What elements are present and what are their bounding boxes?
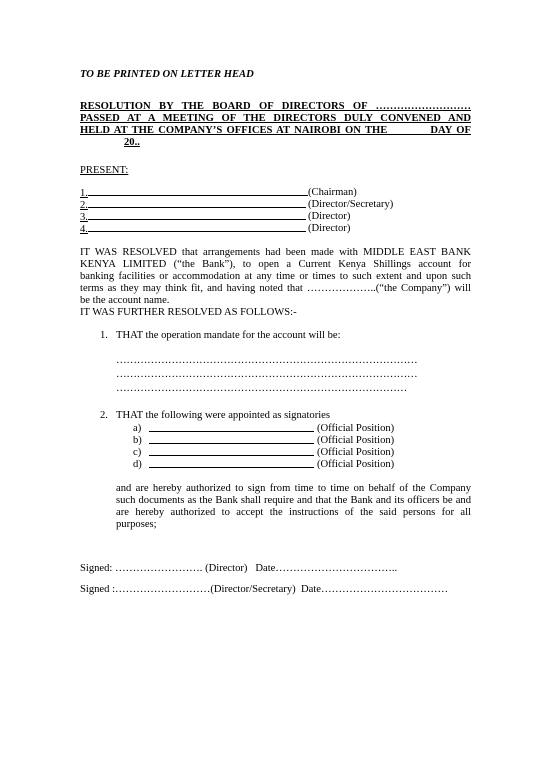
present-role: (Director/Secretary) bbox=[308, 199, 394, 210]
authorized-line-4: purposes; bbox=[116, 519, 157, 530]
mandate-dot-line: …………………………………………………………………………… bbox=[116, 369, 418, 380]
signature-line bbox=[149, 459, 314, 468]
present-num: 3. bbox=[80, 212, 88, 223]
mandate-dot-line: ………………………………………………………………………… bbox=[116, 383, 408, 394]
heading-line-2: PASSED AT A MEETING OF THE DIRECTORS DULY CONVENED AND bbox=[80, 113, 471, 124]
signatory-letter: b) bbox=[133, 435, 142, 446]
signature-line bbox=[88, 211, 306, 220]
resolved-line-3: banking facilities or accommodation at any time or times to such extent and upon such bbox=[80, 271, 471, 282]
present-label: PRESENT: bbox=[80, 165, 129, 176]
resolved-line-5: be the account name. bbox=[80, 295, 170, 306]
official-position: (Official Position) bbox=[317, 423, 395, 434]
further-resolved: IT WAS FURTHER RESOLVED AS FOLLOWS:- bbox=[80, 307, 297, 318]
signature-line bbox=[88, 199, 306, 208]
official-position: (Official Position) bbox=[317, 435, 395, 446]
signatory-letter: a) bbox=[133, 423, 142, 434]
authorized-line-3: are hereby authorized to accept the instructions of the said persons for all bbox=[116, 507, 471, 518]
signature-line bbox=[88, 223, 306, 232]
signature-line bbox=[149, 423, 314, 432]
item-number: 2. bbox=[100, 410, 108, 421]
heading-line-3: HELD AT THE COMPANY’S OFFICES AT NAIROBI ON THE DAY OF bbox=[80, 125, 471, 136]
signatory-row-c bbox=[133, 447, 395, 459]
signatory-row-d bbox=[133, 459, 395, 471]
present-role: (Director) bbox=[308, 211, 351, 222]
resolved-line-4: terms as they may think fit, and having noted that ………………..(“the Company”) will bbox=[80, 283, 471, 294]
mandate-dot-line: …………………………………………………………………………… bbox=[116, 355, 418, 366]
signature-line bbox=[149, 435, 314, 444]
heading-year: 20.. bbox=[124, 137, 140, 148]
authorized-line-1: and are hereby authorized to sign from time to time on behalf of the Company bbox=[116, 483, 471, 494]
signatory-row-a bbox=[133, 423, 395, 435]
present-num: 1. bbox=[80, 188, 88, 199]
mandate-text: THAT the operation mandate for the account will be: bbox=[116, 330, 341, 341]
present-row-4 bbox=[80, 223, 351, 236]
official-position: (Official Position) bbox=[317, 447, 395, 458]
present-role: (Director) bbox=[308, 223, 351, 234]
signatory-letter: c) bbox=[133, 447, 142, 458]
signed-director: Signed: ……………………. (Director) Date…………………………….. bbox=[80, 563, 398, 574]
heading-line-1: RESOLUTION BY THE BOARD OF DIRECTORS OF ……………………… bbox=[80, 101, 471, 112]
signatories-text: THAT the following were appointed as signatories bbox=[116, 410, 330, 421]
authorized-line-2: such documents as the Bank shall require and that the Bank and its officers be and bbox=[116, 495, 471, 506]
letterhead-note: TO BE PRINTED ON LETTER HEAD bbox=[80, 69, 254, 80]
signed-director-secretary: Signed :………………………(Director/Secretary) Date……………………………… bbox=[80, 584, 449, 595]
resolved-line-2: KENYA LIMITED (“the Bank”), to open a Current Kenya Shillings account for bbox=[80, 259, 471, 270]
item-number: 1. bbox=[100, 330, 108, 341]
present-num: 2. bbox=[80, 200, 88, 211]
present-role: (Chairman) bbox=[308, 187, 357, 198]
signature-line bbox=[88, 187, 308, 196]
signatory-row-b bbox=[133, 435, 395, 447]
present-num: 4. bbox=[80, 224, 88, 235]
heading-line-4 bbox=[80, 137, 140, 148]
signatory-letter: d) bbox=[133, 459, 142, 470]
resolved-line-1: IT WAS RESOLVED that arrangements had been made with MIDDLE EAST BANK bbox=[80, 247, 471, 258]
signature-line bbox=[149, 447, 314, 456]
official-position: (Official Position) bbox=[317, 459, 395, 470]
